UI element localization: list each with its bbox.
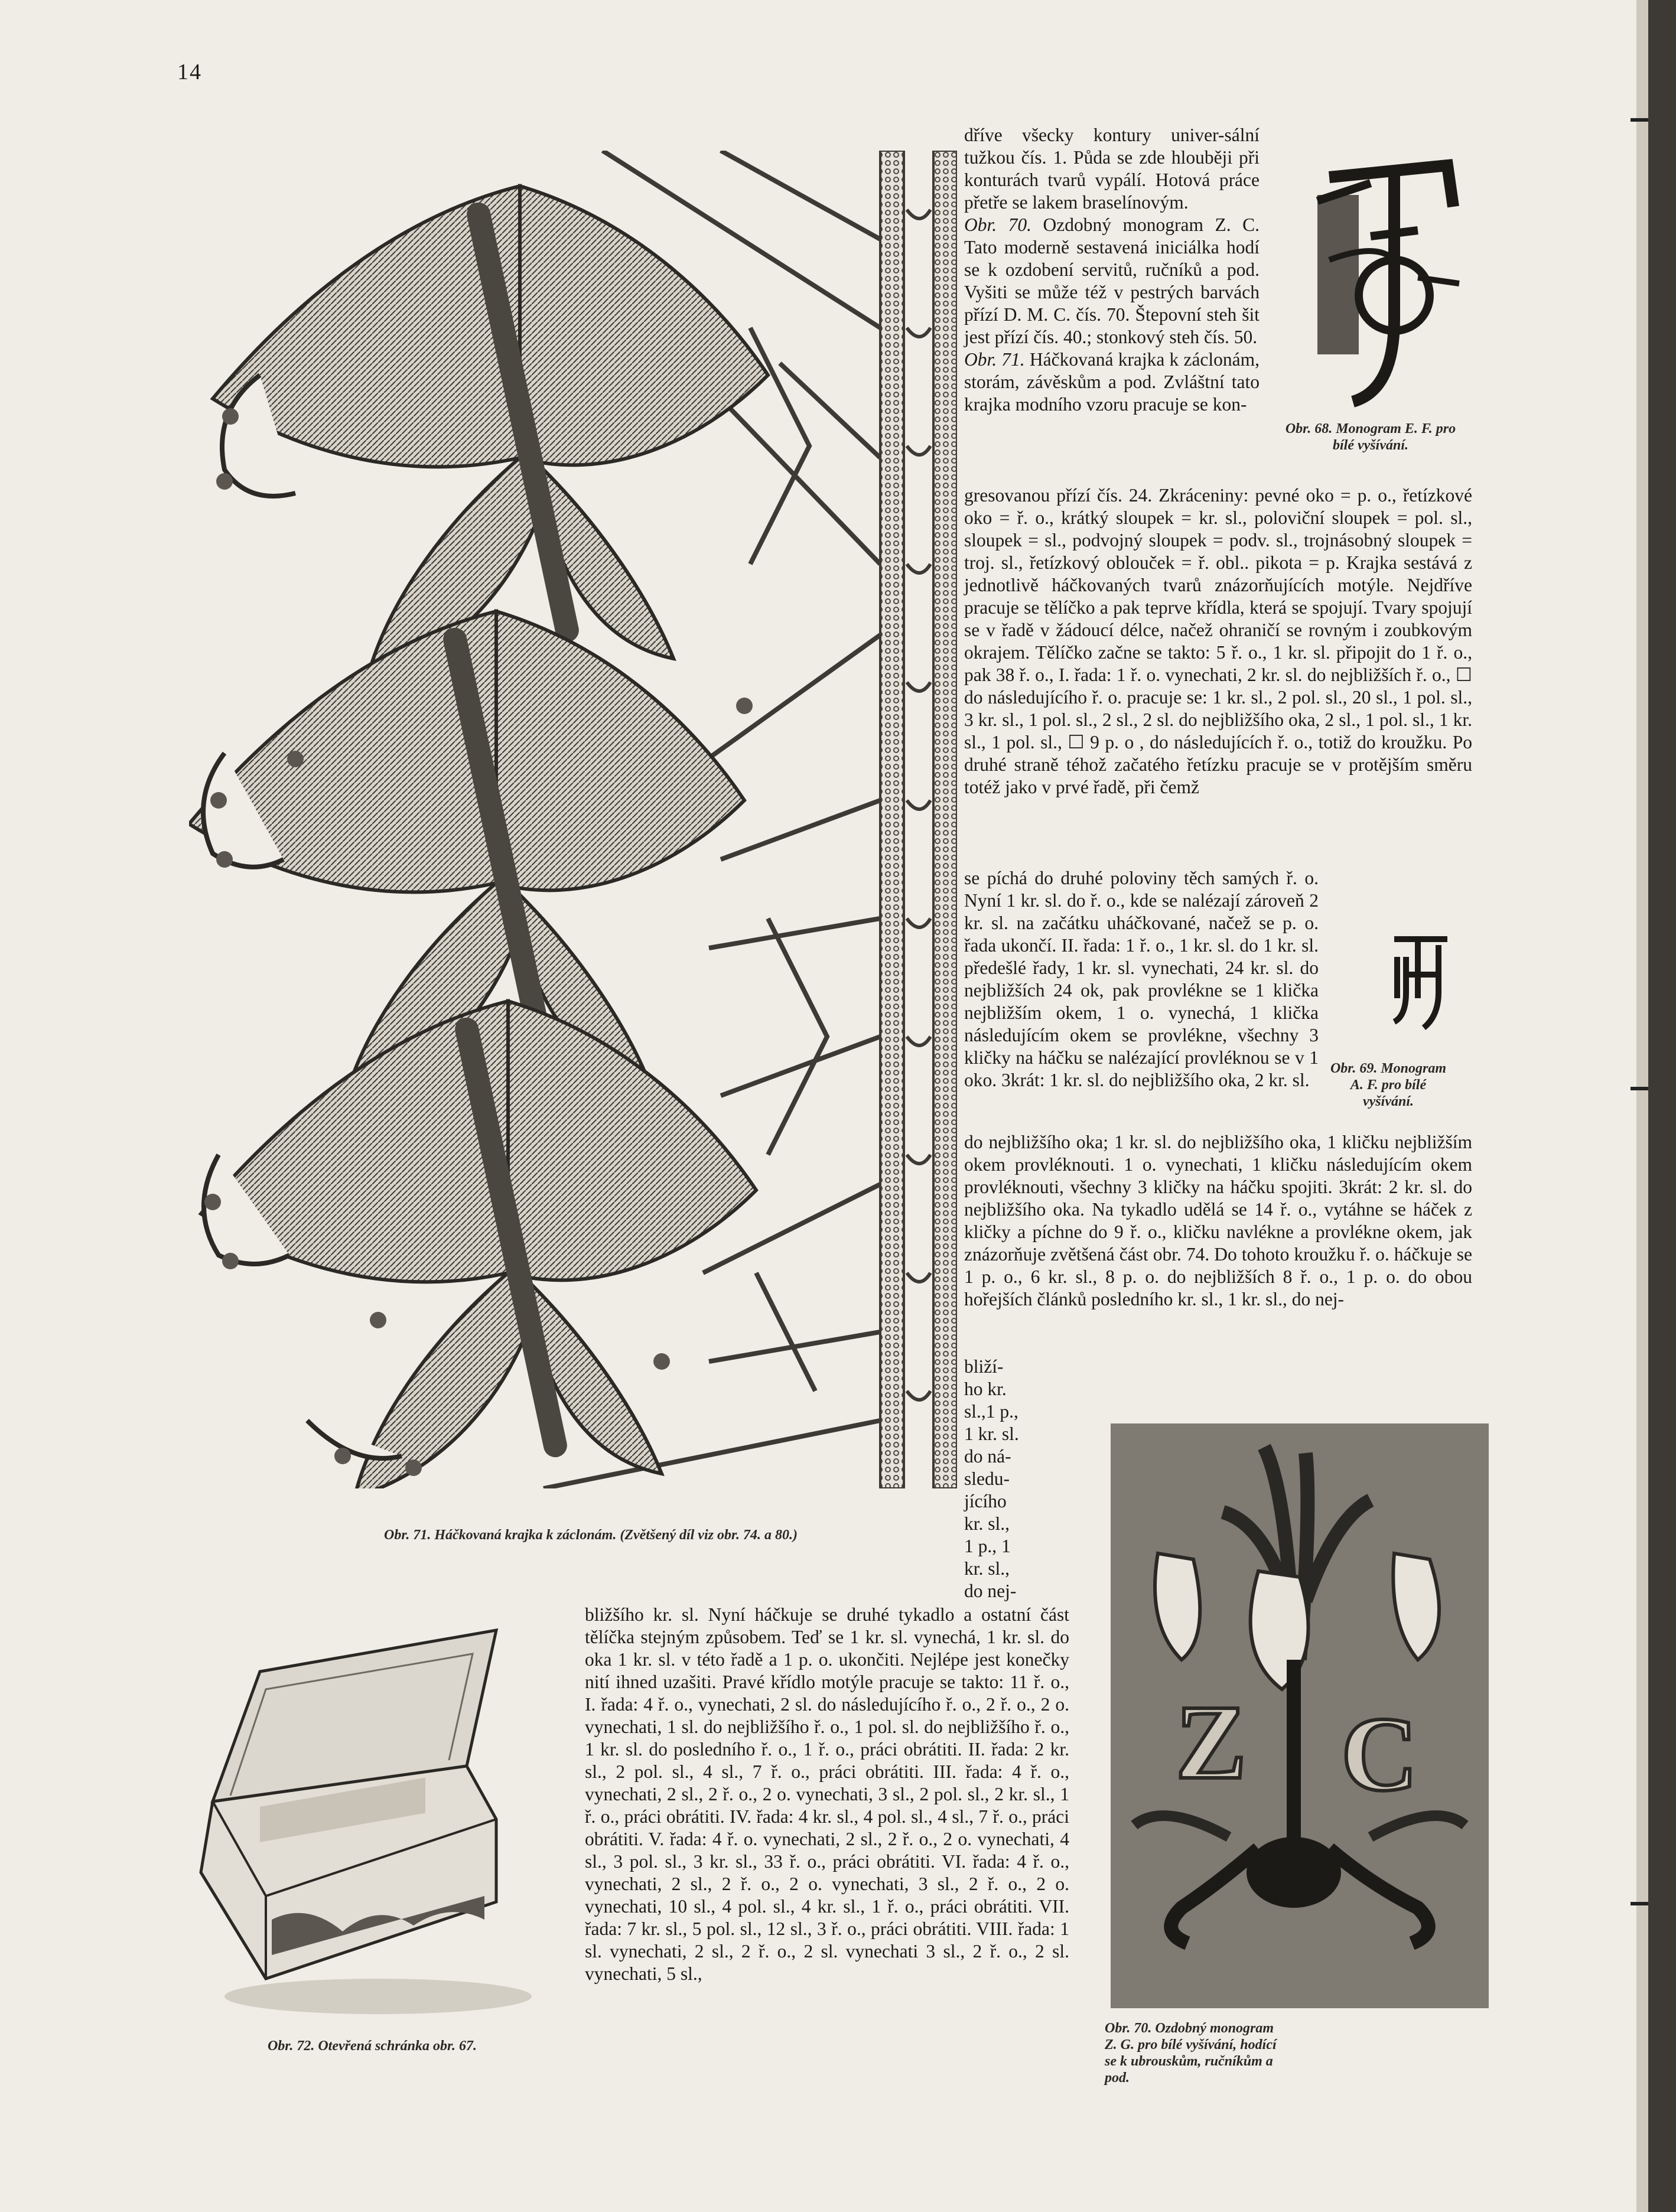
narrow-line: kr. sl.,	[964, 1513, 1010, 1534]
monogram-ef-illustration	[1306, 142, 1471, 413]
narrow-line: 1 p., 1	[964, 1536, 1011, 1556]
open-box-illustration	[189, 1624, 532, 2026]
book-spine-edge	[1648, 0, 1676, 2212]
narrow-line: bliží-	[964, 1356, 1004, 1377]
text-column-narrow	[964, 1356, 1065, 1602]
monogram-letter-c: C	[1341, 1695, 1418, 1813]
paragraph-fig70	[964, 214, 1260, 348]
page-number: 14	[177, 60, 202, 84]
narrow-line: do ná-	[964, 1446, 1011, 1467]
text-column-top	[964, 124, 1260, 416]
text-column-bottom	[585, 1604, 1069, 1985]
figure-69-caption: Obr. 69. Monogram A. F. pro bílé vyšívání.	[1330, 1061, 1447, 1109]
figure-72-caption: Obr. 72. Otevřená schránka obr. 67.	[267, 2038, 477, 2054]
fig71-label: Obr. 71.	[964, 349, 1025, 370]
narrow-line: jícího	[964, 1491, 1007, 1511]
figure-71-caption: Obr. 71. Háčkovaná krajka k záclonám. (Zvětšený díl viz obr. 74. a 80.)	[384, 1527, 798, 1543]
text-column-wide	[964, 484, 1472, 799]
fig70-label: Obr. 70.	[964, 214, 1032, 235]
monogram-zc-illustration	[1111, 1423, 1489, 2008]
text-column-mid	[964, 867, 1319, 1092]
figure-68-caption: Obr. 68. Monogram E. F. pro bílé vyšívání.	[1285, 421, 1456, 453]
fig71-text-top: Háčkovaná krajka k záclonám, storám, závěskům a pod. Zvláštní tato krajka modního vzoru pracuje se kon-	[964, 349, 1260, 415]
monogram-af-illustration	[1382, 927, 1459, 1034]
narrow-line: kr. sl.,	[964, 1558, 1010, 1579]
fig70-text: Ozdobný monogram Z. C. Tato moderně sestavená iniciálka hodí se k ozdobení servitů, ručníků a pod. Vyšiti se může též v pestrých barvách přízí D. M. C. čís. 70. Štepovní steh šit jest přízí čís. 40.; stonkový steh čís. 50.	[964, 214, 1260, 347]
crochet-lace-illustration	[189, 151, 957, 1488]
fig71-text-mid: se píchá do druhé poloviny těch samých ř. o. Nyní 1 kr. sl. do ř. o., kde se nalézají zároveň 2 kr. sl. na začátku uháčkované, načež se p. o. řada ukončí. II. řada: 1 ř. o., 1 kr. sl. do 1 kr. sl. předešlé řady, 1 kr. sl. vynechati, 24 kr. sl. do nejbližších 24 ok, pak provlékne se 1 klička nejbližším okem, 1 o. vynechá, 1 klička následujícím okem se provlékne, všechny 3 kličky na háčku se nalézající provléknou se v 1 oko. 3krát: 1 kr. sl. do nejbližšího oka, 2 kr. sl.	[964, 868, 1319, 1090]
narrow-line: ho kr.	[964, 1379, 1007, 1399]
page-edge	[1636, 0, 1648, 2212]
fig71-text-wide-2: do nejbližšího oka; 1 kr. sl. do nejbližšího oka, 1 kličku nejbližším okem provléknouti. 1 o. vynechati, 1 kličku následujícím okem provléknouti, všechny 3 kličky na háčku spojiti. 3krát: 2 kr. sl. do nejbližšího oka. Na tykadlo udělá se 14 ř. o., vytáhne se háček z kličky a píchne do 9 ř. o., kličku navlékne a provlékne okem, jak znázorňuje zvětšená část obr. 74. Do tohoto kroužku ř. o. háčkuje se 1 p. o., 6 kr. sl., 8 p. o. do nejbližších 8 ř. o., 1 p. o. do obou hořejších článků posledního kr. sl., 1 kr. sl., do nej-	[964, 1132, 1472, 1309]
narrow-line: 1 kr. sl.	[964, 1423, 1019, 1444]
intro-paragraph: dříve všecky kontury univer-sální tužkou čís. 1. Půda se zde hlouběji při konturách tvarů vypálí. Hotová práce přetře se lakem braselínovým.	[964, 125, 1260, 213]
text-column-wide-2	[964, 1131, 1472, 1311]
monogram-letter-z: Z	[1176, 1683, 1247, 1801]
narrow-line: sl.,1 p.,	[964, 1401, 1018, 1422]
figure-70-caption: Obr. 70. Ozdobný monogram Z. G. pro bílé vyšívání, hodící se k ubrouskům, ručníkům a pod.	[1105, 2021, 1277, 2086]
fig71-text-bottom: bližšího kr. sl. Nyní háčkuje se druhé tykadlo a ostatní část tělíčka stejným způsobem. Teď se 1 kr. sl. vynechá, 1 kr. sl. do oka 1 kr. sl. v této řadě a 1 p. o. ukončiti. Nejlépe jest konečky nití ihned uzašiti. Pravé křídlo motýle pracuje se takto: 11 ř. o., I. řada: 4 ř. o., vynechati, 2 sl. do následujícího ř. o., 2 ř. o., 2 o. vynechati, 1 sl. do nejbližšího ř. o., 1 pol. sl. do nejbližšího ř. o., 1 kr. sl. do posledního ř. o., 1 ř. o., práci obrátiti. II. řada: 2 kr. sl., 2 pol. sl., 4 sl., 7 ř. o., práci obrátiti. III. řada: 4 ř. o., vynechati, 2 sl., 2 ř. o., 2 o. vynechati, 3 sl., 2 pol. sl., 2 kr. sl., 1 ř. o., práci obrátiti. IV. řada: 4 kr. sl., 4 pol. sl., 4 sl., 7 ř. o., práci obrátiti. V. řada: 4 ř. o. vynechati, 2 sl., 2 ř. o., 2 o. vynechati, 4 sl., 3 pol. sl., 3 kr. sl., 33 ř. o., práci obrátiti. VI. řada: 4 ř. o., vynechati, 2 sl., 2 ř. o., 2 o. vynechati, 3 sl., 2 ř. o., 2 o. vynechati, 10 sl., 4 pol. sl., 4 kr. sl., 1 ř. o., práci obrátiti. VII. řada: 7 kr. sl., 5 pol. sl., 12 sl., 3 ř. o., práci obrátiti. VIII. řada: 1 sl. vynechati, 2 sl., 2 ř. o., 2 sl. vynechati 3 sl., 2 ř. o., 2 sl. vynechati, 5 sl.,	[585, 1604, 1069, 1984]
fig71-text-wide: gresovanou přízí čís. 24. Zkráceniny: pevné oko = p. o., řetízkové oko = ř. o., krátký sloupek = kr. sl., poloviční sloupek = pol. sl., sloupek = sl., podvojný sloupek = podv. sl., trojnásobný sloupek = troj. sl., řetízkový oblouček = ř. obl.. pikota = p. Krajka sestává z jednotlivě háčkovaných tvarů znázorňujících motýle. Nejdříve pracuje se tělíčko a pak teprve křídla, která se spojují. Tvary spojují se v řadě v žádoucí délce, načež ohraničí se rovným i zoubkovým okrajem. Tělíčko začne se takto: 5 ř. o., 1 kr. sl. připojit do 1 ř. o., pak 38 ř. o., I. řada: 1 ř. o. vynechati, 2 kr. sl. do nejbližších ř. o., ☐ do následujícího ř. o. pracuje se: 1 kr. sl., 2 pol. sl., 20 sl., 1 pol. sl., 3 kr. sl., 1 pol. sl., 2 sl., 2 sl. do nejbližšího oka, 2 sl., 1 pol. sl., 1 kr. sl., 1 pol. sl., ☐ 9 p. o , do následujících ř. o., totiž do kroužku. Po druhé straně téhož začatého řetízku pracuje se v protějším směru totéž jako v prvé řadě, při čemž	[964, 485, 1472, 797]
paragraph-fig71-start	[964, 348, 1260, 416]
narrow-line: sledu-	[964, 1468, 1010, 1489]
narrow-line: do nej-	[964, 1581, 1017, 1601]
